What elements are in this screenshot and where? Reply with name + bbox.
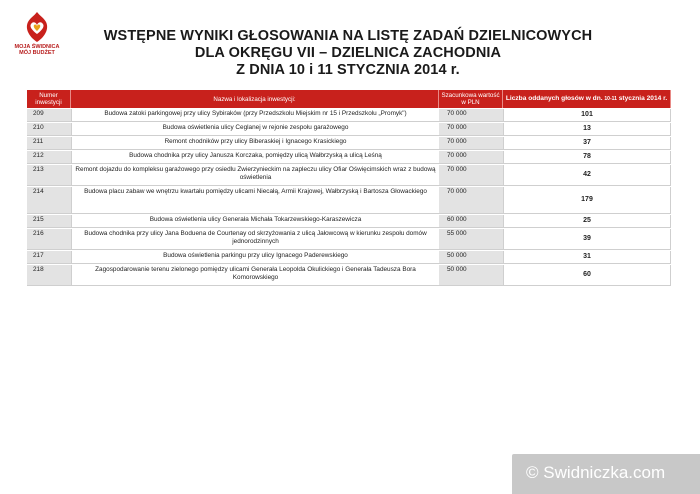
title-line-2: DLA OKRĘGU VII – DZIELNICA ZACHODNIA bbox=[194, 45, 502, 61]
cell-number: 211 bbox=[27, 137, 71, 150]
table-header-row bbox=[27, 90, 671, 108]
cell-value: 60 000 bbox=[439, 215, 503, 228]
cell-value: 55 000 bbox=[439, 229, 503, 250]
cell-votes: 25 bbox=[503, 215, 671, 228]
table-row bbox=[27, 137, 671, 150]
header-votes-dates: 10-11 bbox=[604, 96, 617, 102]
cell-number: 213 bbox=[27, 165, 71, 186]
cell-votes: 13 bbox=[503, 123, 671, 136]
cell-name: Budowa zatoki parkingowej przy ulicy Sybiraków (przy Przedszkolu Miejskim nr 15 i Przedszkolu „Promyk") bbox=[71, 109, 439, 122]
logo-text-line1: MOJA ŚWIDNICA bbox=[14, 44, 60, 50]
hand-heart-logo-icon bbox=[22, 10, 52, 44]
cell-name: Zagospodarowanie terenu zielonego pomiędzy ulicami Generała Leopolda Okulickiego i Generała Tadeusza Bora Komorowskiego bbox=[71, 265, 439, 286]
cell-name: Budowa placu zabaw we wnętrzu kwartału pomiędzy ulicami Niecałą, Armii Krajowej, Wałbrzyską i Bartosza Głowackiego bbox=[71, 187, 439, 214]
table-row bbox=[27, 123, 671, 136]
cell-votes: 60 bbox=[503, 265, 671, 286]
cell-votes: 31 bbox=[503, 251, 671, 264]
table-row bbox=[27, 109, 671, 122]
cell-votes: 179 bbox=[503, 187, 671, 214]
cell-votes: 78 bbox=[503, 151, 671, 164]
cell-name: Budowa oświetlenia ulicy Ceglanej w rejonie zespołu garażowego bbox=[71, 123, 439, 136]
page-title bbox=[78, 28, 618, 79]
cell-votes: 37 bbox=[503, 137, 671, 150]
cell-name: Budowa oświetlenia ulicy Generała Michała Tokarzewskiego-Karaszewicza bbox=[71, 215, 439, 228]
cell-value: 50 000 bbox=[439, 251, 503, 264]
cell-value: 70 000 bbox=[439, 151, 503, 164]
cell-name: Budowa chodnika przy ulicy Jana Boduena de Courtenay od skrzyżowania z ulicą Jałowcową w kierunku zespołu domów jednorodzinnych bbox=[71, 229, 439, 250]
cell-name: Budowa oświetlenia parkingu przy ulicy Ignacego Paderewskiego bbox=[71, 251, 439, 264]
header-votes-suffix: stycznia 2014 r. bbox=[618, 95, 668, 102]
watermark-box bbox=[512, 454, 700, 494]
cell-votes: 101 bbox=[503, 109, 671, 122]
cell-value: 70 000 bbox=[439, 109, 503, 122]
cell-name: Remont dojazdu do kompleksu garażowego przy osiedlu Zwierzynieckim na zapleczu ulicy Ofiar Oświęcimskich wraz z budową oświetlenia bbox=[71, 165, 439, 186]
cell-value: 70 000 bbox=[439, 123, 503, 136]
table-row bbox=[27, 265, 671, 286]
cell-value: 70 000 bbox=[439, 187, 503, 214]
cell-number: 215 bbox=[27, 215, 71, 228]
table-row bbox=[27, 187, 671, 214]
cell-name: Budowa chodnika przy ulicy Janusza Korczaka, pomiędzy ulicą Wałbrzyską a ulicą Leśną bbox=[71, 151, 439, 164]
cell-value: 70 000 bbox=[439, 137, 503, 150]
header-name: Nazwa i lokalizacja inwestycji: bbox=[71, 90, 439, 108]
table-row bbox=[27, 215, 671, 228]
title-line-3: Z DNIA 10 i 11 STYCZNIA 2014 r. bbox=[236, 62, 460, 78]
table-row bbox=[27, 165, 671, 186]
header-value: Szacunkowa wartość w PLN bbox=[439, 90, 503, 108]
results-table bbox=[27, 89, 671, 287]
title-line-1: WSTĘPNE WYNIKI GŁOSOWANIA NA LISTĘ ZADAŃ DZIELNICOWYCH bbox=[103, 28, 593, 44]
header-votes bbox=[503, 90, 671, 108]
cell-number: 209 bbox=[27, 109, 71, 122]
watermark-text: © Swidniczka.com bbox=[526, 463, 666, 482]
cell-value: 70 000 bbox=[439, 165, 503, 186]
cell-votes: 42 bbox=[503, 165, 671, 186]
logo-text-line2: MÓJ BUDŻET bbox=[19, 50, 55, 56]
table-row bbox=[27, 229, 671, 250]
cell-number: 210 bbox=[27, 123, 71, 136]
cell-votes: 39 bbox=[503, 229, 671, 250]
table-row bbox=[27, 251, 671, 264]
cell-number: 218 bbox=[27, 265, 71, 286]
header-votes-main: Liczba oddanych głosów w dn. bbox=[505, 95, 603, 102]
cell-number: 217 bbox=[27, 251, 71, 264]
cell-value: 50 000 bbox=[439, 265, 503, 286]
cell-number: 214 bbox=[27, 187, 71, 214]
logo bbox=[6, 10, 68, 68]
header-number: Numer inwestycji bbox=[27, 90, 71, 108]
cell-number: 212 bbox=[27, 151, 71, 164]
table-row bbox=[27, 151, 671, 164]
cell-name: Remont chodników przy ulicy Biberaskiej i Ignacego Krasickiego bbox=[71, 137, 439, 150]
cell-number: 216 bbox=[27, 229, 71, 250]
